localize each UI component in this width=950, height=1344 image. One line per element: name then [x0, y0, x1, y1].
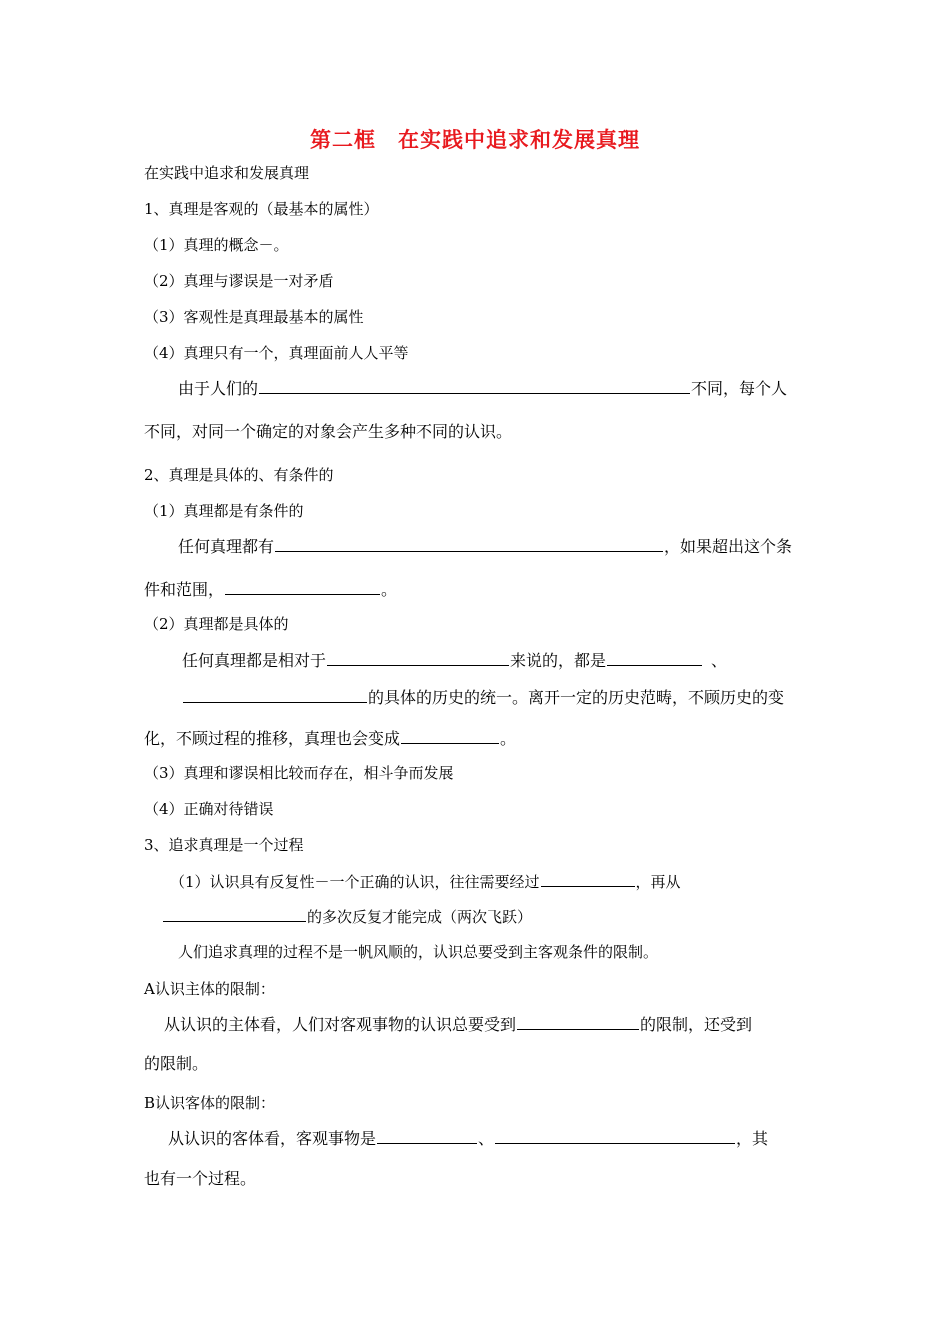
- text-segment: 、: [478, 1129, 495, 1148]
- section-1-paragraph-line-2: 不同，对同一个确定的对象会产生多种不同的认识。: [144, 422, 513, 441]
- text-segment: ，如果超出这个条: [664, 537, 793, 556]
- fill-blank[interactable]: [495, 1128, 735, 1144]
- text-segment: 来说的，都是: [510, 651, 607, 670]
- section-2-paragraph-2-line-1: [182, 650, 727, 671]
- text-segment: 件和范围，: [144, 580, 225, 599]
- text-segment: 的具体的历史的统一。离开一定的历史范畴，不顾历史的变: [368, 688, 785, 707]
- fill-blank[interactable]: [401, 728, 499, 744]
- section-2-item-1: （1）真理都是有条件的: [144, 502, 304, 520]
- section-1-heading: 1、真理是客观的（最基本的属性）: [144, 200, 379, 218]
- section-2-heading: 2、真理是具体的、有条件的: [144, 466, 334, 484]
- fill-blank[interactable]: [259, 378, 690, 394]
- section-2-item-4: （4）正确对待错误: [144, 800, 274, 818]
- object-limit-line-2: 也有一个过程。: [144, 1169, 257, 1188]
- subtitle: 在实践中追求和发展真理: [144, 164, 310, 182]
- section-2-paragraph-1-line-1: [178, 536, 792, 557]
- page-title: 第二框 在实践中追求和发展真理: [310, 128, 640, 152]
- section-2-paragraph-1-line-2: [144, 579, 397, 600]
- fill-blank[interactable]: [163, 906, 306, 922]
- fill-blank[interactable]: [183, 687, 367, 703]
- fill-blank[interactable]: [275, 536, 663, 552]
- section-2-item-3: （3）真理和谬误相比较而存在，相斗争而发展: [144, 764, 454, 782]
- text-segment: 、: [711, 651, 728, 670]
- fill-blank[interactable]: [225, 579, 380, 595]
- section-2-paragraph-2-line-2: [182, 687, 784, 708]
- text-segment: 的限制，还受到: [640, 1015, 753, 1034]
- subject-limit-heading: A认识主体的限制：: [144, 980, 275, 998]
- section-3-heading: 3、追求真理是一个过程: [144, 836, 304, 854]
- object-limit-heading: B认识客体的限制：: [144, 1094, 276, 1112]
- text-segment: 任何真理都有: [178, 537, 275, 556]
- text-segment: 任何真理都是相对于: [182, 651, 327, 670]
- text-segment: 化，不顾过程的推移，真理也会变成: [144, 729, 401, 748]
- fill-blank[interactable]: [541, 871, 635, 887]
- text-segment: 不同，每个人: [691, 379, 788, 398]
- section-3-item-1-line-1: [170, 871, 681, 892]
- section-2-item-2: （2）真理都是具体的: [144, 615, 289, 633]
- section-1-item-2: （2）真理与谬误是一对矛盾: [144, 272, 334, 290]
- text-segment: 。: [500, 729, 517, 748]
- text-segment: ，再从: [635, 873, 681, 891]
- section-1-paragraph-line-1: [178, 378, 787, 399]
- section-1-item-3: （3）客观性是真理最基本的属性: [144, 308, 364, 326]
- text-segment: 的多次反复才能完成（两次飞跃）: [307, 908, 533, 926]
- text-segment: 。: [381, 580, 398, 599]
- section-1-item-4: （4）真理只有一个，真理面前人人平等: [144, 344, 409, 362]
- section-3-paragraph-1: 人们追求真理的过程不是一帆风顺的，认识总要受到主客观条件的限制。: [178, 943, 659, 961]
- section-1-item-1: （1）真理的概念－。: [144, 236, 289, 254]
- fill-blank[interactable]: [377, 1128, 477, 1144]
- fill-blank[interactable]: [517, 1014, 639, 1030]
- text-segment: 由于人们的: [178, 379, 259, 398]
- subject-limit-line-2: 的限制。: [144, 1054, 209, 1073]
- fill-blank[interactable]: [607, 650, 702, 666]
- object-limit-line-1: [168, 1128, 768, 1149]
- fill-blank[interactable]: [327, 650, 509, 666]
- text-segment: ，其: [736, 1129, 769, 1148]
- text-segment: 从认识的主体看，人们对客观事物的认识总要受到: [164, 1015, 517, 1034]
- text-segment: （1）认识具有反复性－一个正确的认识，往往需要经过: [170, 873, 540, 891]
- text-segment: 从认识的客体看，客观事物是: [168, 1129, 377, 1148]
- section-2-paragraph-2-line-3: [144, 728, 516, 749]
- subject-limit-line-1: [164, 1014, 752, 1035]
- section-3-item-1-line-2: [162, 906, 532, 927]
